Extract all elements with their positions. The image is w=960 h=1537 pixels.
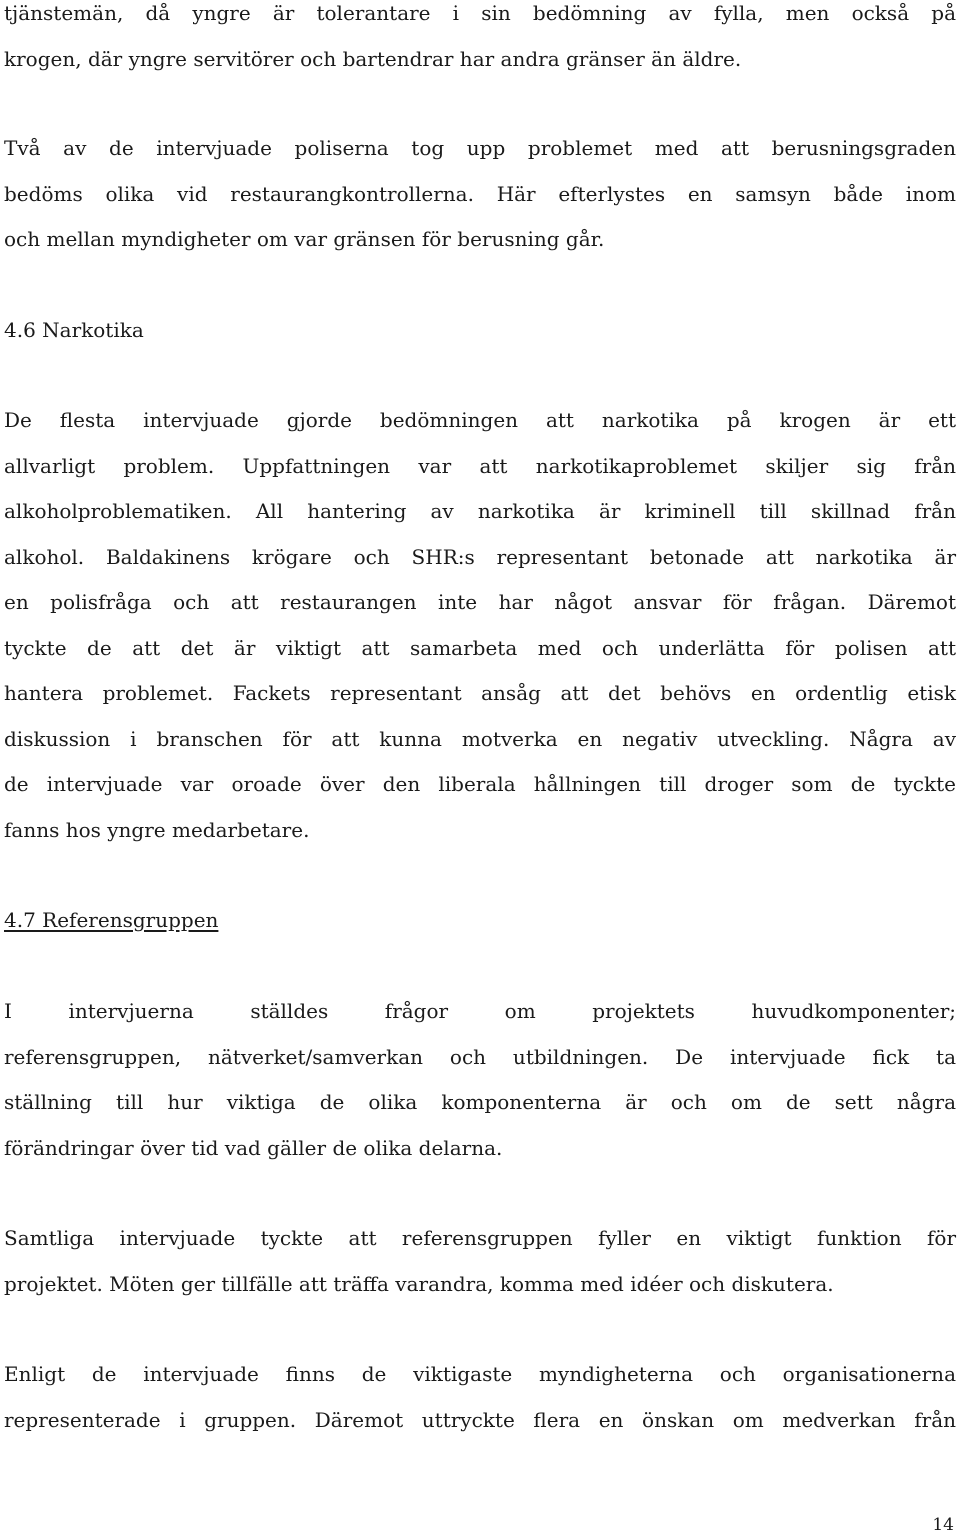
text-line: referensgruppen, nätverket/samverkan och utbildningen. De intervjuade fick ta: [4, 1044, 956, 1069]
paragraph-berusningsgraden: [4, 126, 956, 263]
text-line: tjänstemän, då yngre är tolerantare i sin bedömning av fylla, men också på: [4, 1, 956, 25]
text-line: de intervjuade var oroade över den liberala hållningen till droger som de tyckte: [4, 772, 956, 796]
section-heading-referensgruppen: 4.7 Referensgruppen: [4, 908, 219, 932]
page-number: 14: [932, 1515, 954, 1535]
paragraph-samtliga: [4, 1216, 956, 1307]
text-line: allvarligt problem. Uppfattningen var att narkotikaproblemet skiljer sig från: [4, 453, 956, 478]
text-line: projektet. Möten ger tillfälle att träffa varandra, komma med idéer och diskutera.: [4, 1271, 834, 1296]
text-line: Samtliga intervjuade tyckte att referensgruppen fyller en viktigt funktion för: [4, 1226, 956, 1250]
text-line: bedöms olika vid restaurangkontrollerna. Här efterlystes en samsyn både inom: [4, 181, 956, 206]
section-heading-narkotika: 4.6 Narkotika: [4, 318, 144, 342]
text-line: en polisfråga och att restaurangen inte har något ansvar för frågan. Däremot: [4, 590, 956, 614]
text-line: representerade i gruppen. Däremot uttryckte flera en önskan om medverkan från: [4, 1407, 956, 1432]
text-line: diskussion i branschen för att kunna motverka en negativ utveckling. Några av: [4, 726, 956, 751]
paragraph-intervjuerna: [4, 989, 956, 1171]
text-line: hantera problemet. Fackets representant ansåg att det behövs en ordentlig etisk: [4, 681, 956, 705]
text-line: De flesta intervjuade gjorde bedömningen att narkotika på krogen är ett: [4, 408, 956, 432]
paragraph-narkotika: [4, 398, 956, 853]
text-line: tyckte de att det är viktigt att samarbeta med och underlätta för polisen att: [4, 635, 956, 660]
text-line: ställning till hur viktiga de olika komponenterna är och om de sett några: [4, 1090, 956, 1114]
paragraph-fylla: [4, 0, 956, 82]
text-line: förändringar över tid vad gäller de olika delarna.: [4, 1135, 503, 1160]
text-line: alkohol. Baldakinens krögare och SHR:s representant betonade att narkotika är: [4, 544, 956, 569]
text-line: krogen, där yngre servitörer och bartendrar har andra gränser än äldre.: [4, 46, 742, 71]
text-line: I intervjuerna ställdes frågor om projektets huvudkomponenter;: [4, 999, 956, 1023]
paragraph-enligt: [4, 1352, 956, 1443]
text-line: alkoholproblematiken. All hantering av narkotika är kriminell till skillnad från: [4, 499, 956, 523]
text-line: Två av de intervjuade poliserna tog upp problemet med att berusningsgraden: [4, 136, 956, 160]
text-line: Enligt de intervjuade finns de viktigaste myndigheterna och organisationerna: [4, 1362, 956, 1386]
text-line: och mellan myndigheter om var gränsen för berusning går.: [4, 227, 605, 251]
text-line: fanns hos yngre medarbetare.: [4, 817, 310, 842]
